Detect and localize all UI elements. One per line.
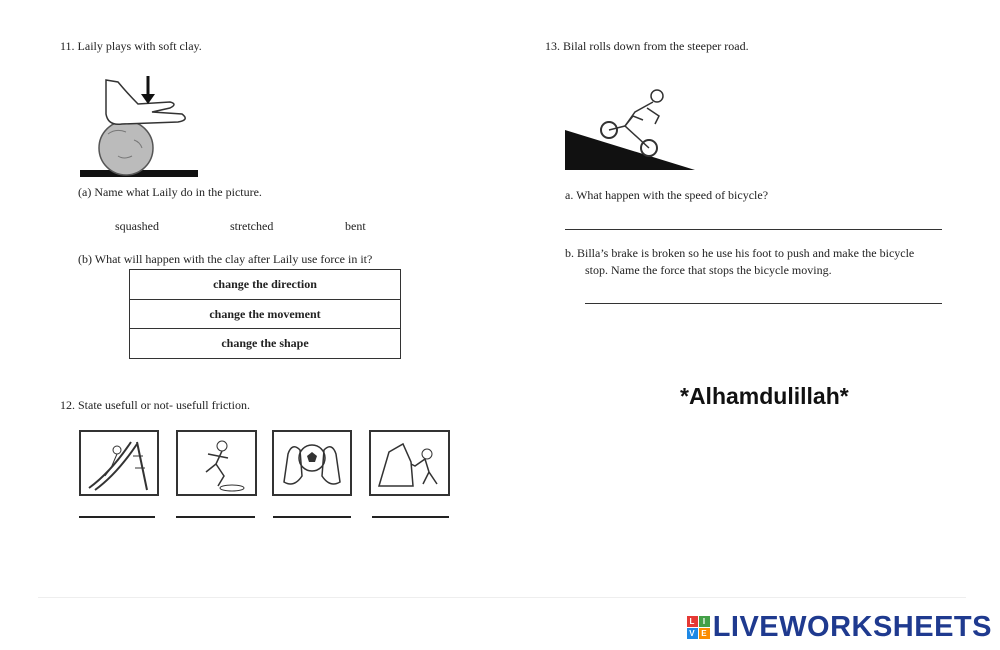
q11-title: 11. Laily plays with soft clay. xyxy=(60,39,202,53)
q12-title: 12. State usefull or not- usefull friction. xyxy=(60,398,250,412)
goalkeeper-gloves-picture xyxy=(272,430,352,496)
alhamdulillah-text: *Alhamdulillah* xyxy=(680,383,849,409)
answer-line-4[interactable] xyxy=(372,516,449,518)
answer-line-2[interactable] xyxy=(176,516,255,518)
answer-change-direction[interactable]: change the direction xyxy=(130,270,401,300)
answer-change-movement[interactable]: change the movement xyxy=(130,300,401,329)
answer-line-3[interactable] xyxy=(273,516,351,518)
logo-letter-l: L xyxy=(687,616,698,627)
q13-part-b-line1: b. Billa’s brake is broken so he use his foot to push and make the bicycle xyxy=(565,246,915,260)
option-stretched[interactable]: stretched xyxy=(230,219,274,233)
option-bent[interactable]: bent xyxy=(345,219,366,233)
liveworksheets-logo xyxy=(687,611,992,644)
q13-part-b-line2: stop. Name the force that stops the bicycle moving. xyxy=(585,263,832,277)
q11-part-a: (a) Name what Laily do in the picture. xyxy=(78,185,262,199)
option-squashed[interactable]: squashed xyxy=(115,219,159,233)
logo-letter-i: I xyxy=(699,616,710,627)
logo-letter-e: E xyxy=(699,628,710,639)
logo-letter-v: V xyxy=(687,628,698,639)
cyclist-downhill-image xyxy=(563,86,697,172)
answer-table xyxy=(129,269,401,359)
logo-squares-icon xyxy=(687,616,710,639)
q13-b-answer-line[interactable] xyxy=(585,303,942,304)
q13-title: 13. Bilal rolls down from the steeper road. xyxy=(545,39,749,53)
q13-part-a: a. What happen with the speed of bicycle? xyxy=(565,188,769,202)
clay-hand-image xyxy=(78,74,203,180)
answer-line-1[interactable] xyxy=(79,516,155,518)
q11-part-b: (b) What will happen with the clay after Laily use force in it? xyxy=(78,252,373,266)
brand-name: LIVEWORKSHEETS xyxy=(712,611,992,643)
pushing-rock-picture xyxy=(369,430,450,496)
q13-a-answer-line[interactable] xyxy=(565,229,942,230)
slipping-picture xyxy=(176,430,257,496)
answer-change-shape[interactable]: change the shape xyxy=(130,329,401,359)
slide-picture xyxy=(79,430,159,496)
footer-divider xyxy=(38,597,966,598)
